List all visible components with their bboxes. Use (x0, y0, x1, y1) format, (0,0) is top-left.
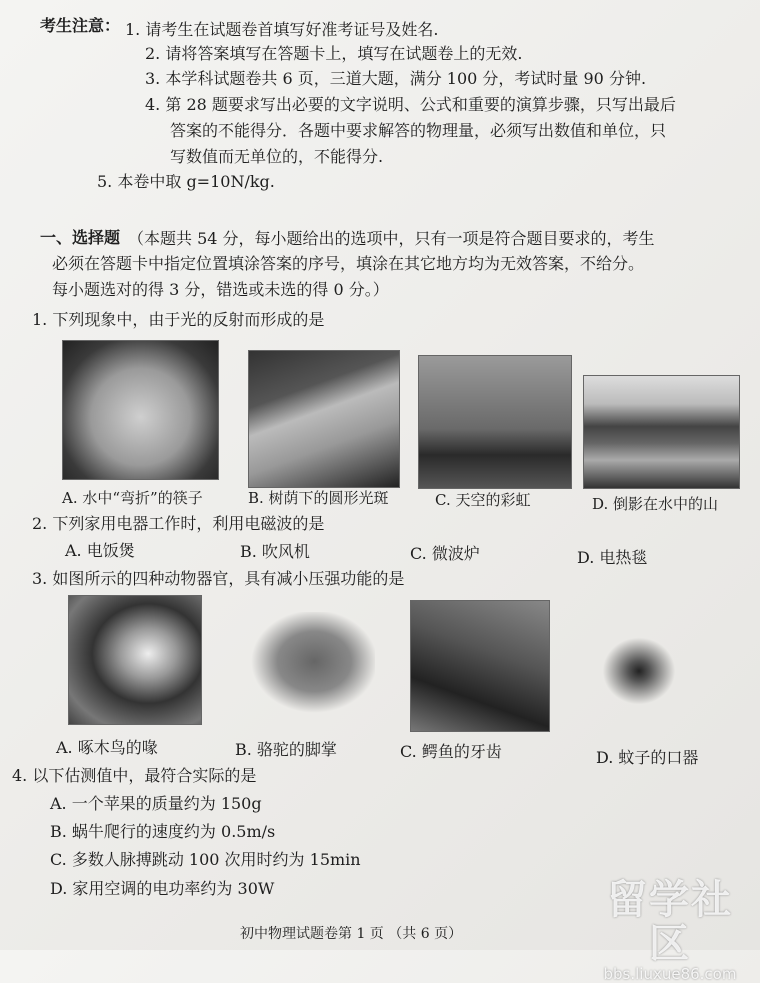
crocodile-image (410, 600, 550, 732)
notice-item-4-cont1: 答案的不能得分．各题中要求解答的物理量，必须写出数值和单位，只 (170, 121, 667, 140)
mosquito-image (575, 612, 703, 730)
question-1-option-a: A. 水中“弯折”的筷子 (62, 489, 203, 507)
notice-item-2: 2. 请将答案填写在答题卡上，填写在试题卷上的无效. (145, 44, 523, 63)
question-4-option-b: B. 蜗牛爬行的速度约为 0.5m/s (50, 822, 276, 841)
notice-item-4-cont2: 写数值而无单位的，不能得分. (170, 147, 384, 166)
question-1-option-c: C. 天空的彩虹 (435, 491, 531, 509)
question-2-option-c: C. 微波炉 (410, 544, 480, 563)
question-3-option-b: B. 骆驼的脚掌 (235, 740, 337, 759)
notice-label: 考生注意： (40, 16, 121, 35)
question-4-option-a: A. 一个苹果的质量约为 150g (50, 794, 262, 813)
question-4-option-d: D. 家用空调的电功率约为 30W (50, 879, 275, 898)
section-desc-1: （本题共 54 分，每小题给出的选项中，只有一项是符合题目要求的，考生 (128, 229, 655, 248)
camel-image (240, 612, 375, 722)
chopsticks-in-water-image (62, 340, 219, 480)
question-1-option-d: D. 倒影在水中的山 (592, 495, 719, 513)
question-1-stem: 1. 下列现象中，由于光的反射而形成的是 (32, 310, 325, 329)
woodpecker-image (68, 595, 202, 725)
question-3-option-c: C. 鳄鱼的牙齿 (400, 742, 502, 761)
question-3-stem: 3. 如图所示的四种动物器官，具有减小压强功能的是 (32, 569, 405, 588)
notice-item-3: 3. 本学科试题卷共 6 页，三道大题，满分 100 分，考试时量 90 分钟. (145, 69, 647, 88)
notice-item-5: 5. 本卷中取 g=10N/kg. (97, 172, 275, 191)
section-desc-2: 必须在答题卡中指定位置填涂答案的序号，填涂在其它地方均为无效答案，不给分。 (52, 254, 645, 273)
question-2-option-b: B. 吹风机 (240, 542, 310, 561)
notice-item-1: 1. 请考生在试题卷首填写好准考证号及姓名. (125, 20, 439, 39)
section-title: 一、选择题 (40, 228, 121, 247)
page-footer: 初中物理试题卷第 1 页 （共 6 页） (240, 926, 463, 942)
watermark-logo (590, 878, 750, 982)
question-2-option-d: D. 电热毯 (577, 548, 648, 567)
watermark-title: 留学社区 (607, 877, 733, 967)
notice-item-4: 4. 第 28 题要求写出必要的文字说明、公式和重要的演算步骤，只写出最后 (145, 95, 676, 114)
question-4-stem: 4. 以下估测值中，最符合实际的是 (12, 766, 257, 785)
question-2-option-a: A. 电饭煲 (65, 541, 135, 560)
question-2-stem: 2. 下列家用电器工作时，利用电磁波的是 (32, 514, 325, 533)
light-spots-image (248, 350, 400, 488)
mountain-reflection-image (583, 375, 740, 489)
question-3-option-d: D. 蚊子的口器 (596, 748, 699, 767)
watermark-url: bbs.liuxue86.com (603, 965, 737, 983)
question-1-option-b: B. 树荫下的圆形光斑 (248, 489, 389, 507)
rainbow-image (418, 355, 572, 489)
question-4-option-c: C. 多数人脉搏跳动 100 次用时约为 15min (50, 850, 361, 869)
question-3-option-a: A. 啄木鸟的喙 (56, 738, 158, 757)
section-desc-3: 每小题选对的得 3 分，错选或未选的得 0 分。） (52, 280, 389, 299)
